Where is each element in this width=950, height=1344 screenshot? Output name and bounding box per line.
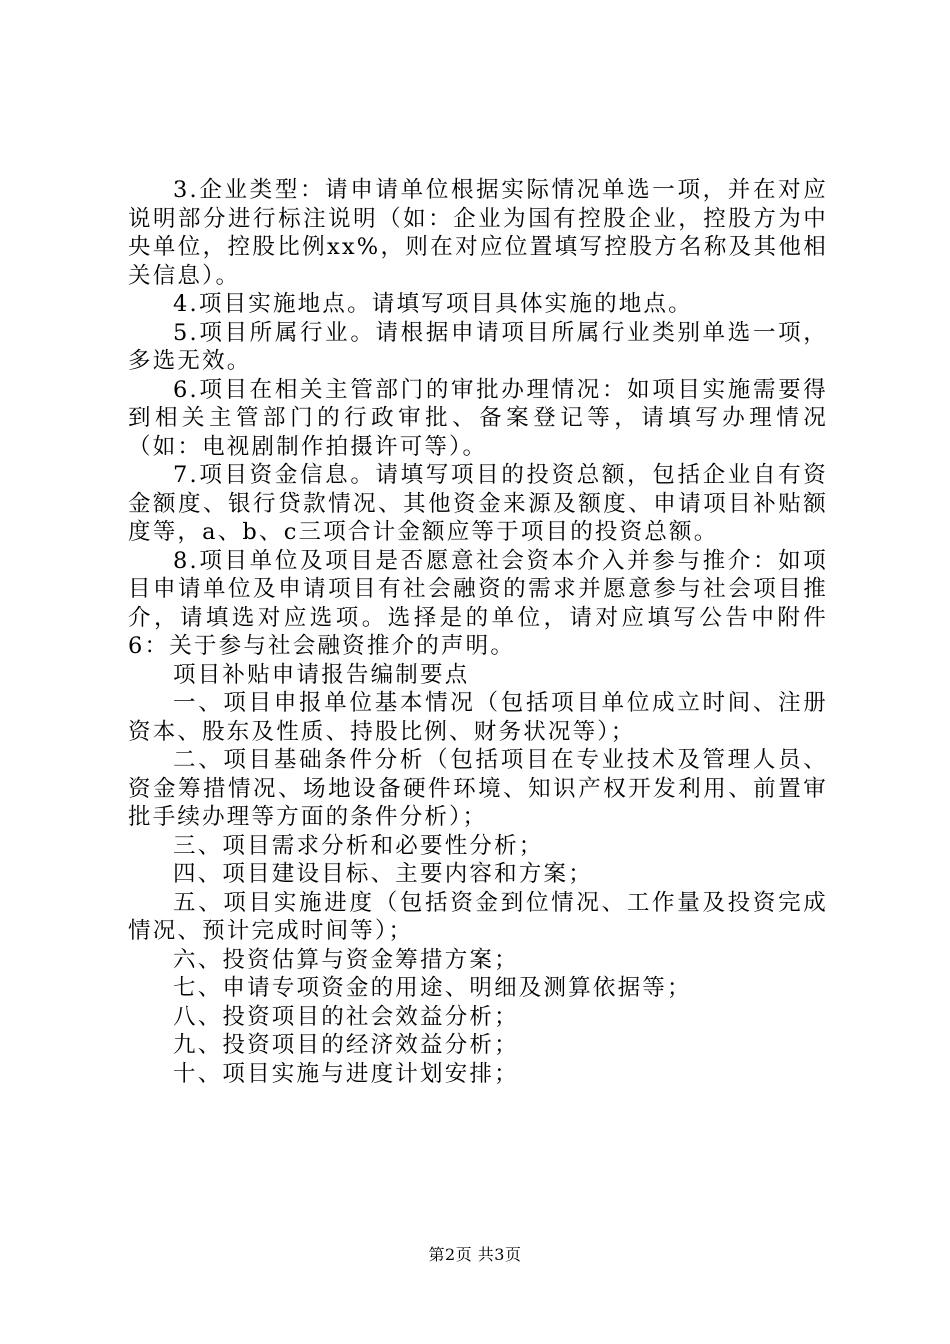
list-item-5: 五、项目实施进度（包括资金到位情况、工作量及投资完成情况、预计完成时间等）； <box>128 889 828 944</box>
list-item-10: 十、项目实施与进度计划安排； <box>173 1060 519 1087</box>
list-item-8: 八、投资项目的社会效益分析； <box>173 1003 519 1030</box>
page-number-footer: 第2页 共3页 <box>428 1245 522 1264</box>
list-item-2: 二、项目基础条件分析（包括项目在专业技术及管理人员、资金筹措情况、场地设备硬件环境、知识产权开发利用、前置审批手续办理等方面的条件分析）； <box>128 747 828 830</box>
paragraph-implementation-location: 4.项目实施地点。请填写项目具体实施的地点。 <box>173 291 693 317</box>
list-item-6: 六、投资估算与资金筹措方案； <box>173 946 519 973</box>
list-item-9: 九、投资项目的经济效益分析； <box>173 1032 519 1058</box>
list-item-7: 七、申请专项资金的用途、明细及测算依据等； <box>173 975 692 1001</box>
list-item-3: 三、项目需求分析和必要性分析； <box>173 832 544 859</box>
section-heading-report-points: 项目补贴申请报告编制要点 <box>173 661 470 688</box>
paragraph-social-capital: 8.项目单位及项目是否愿意社会资本介入并参与推介：如项目申请单位及申请项目有社会融资的需求并愿意参与社会项目推介，请填选对应选项。选择是的单位，请对应填写公告中附件6：关于参与社会融资推介的声明。 <box>128 547 828 659</box>
paragraph-enterprise-type: 3.企业类型：请申请单位根据实际情况单选一项，并在对应说明部分进行标注说明（如：企业为国有控股企业，控股方为中央单位，控股比例xx%，则在对应位置填写控股方名称及其他相关信息）。 <box>128 177 828 289</box>
document-body <box>128 176 828 1088</box>
list-item-4: 四、项目建设目标、主要内容和方案； <box>173 861 593 887</box>
paragraph-approval-status: 6.项目在相关主管部门的审批办理情况：如项目实施需要得到相关主管部门的行政审批、备案登记等，请填写办理情况（如：电视剧制作拍摄许可等）。 <box>128 376 828 460</box>
paragraph-industry: 5.项目所属行业。请根据申请项目所属行业类别单选一项，多选无效。 <box>128 319 828 374</box>
paragraph-funding-info: 7.项目资金信息。请填写项目的投资总额，包括企业自有资金额度、银行贷款情况、其他资金来源及额度、申请项目补贴额度等，a、b、c三项合计金额应等于项目的投资总额。 <box>128 462 828 545</box>
list-item-1: 一、项目申报单位基本情况（包括项目单位成立时间、注册资本、股东及性质、持股比例、财务状况等）； <box>128 690 828 745</box>
